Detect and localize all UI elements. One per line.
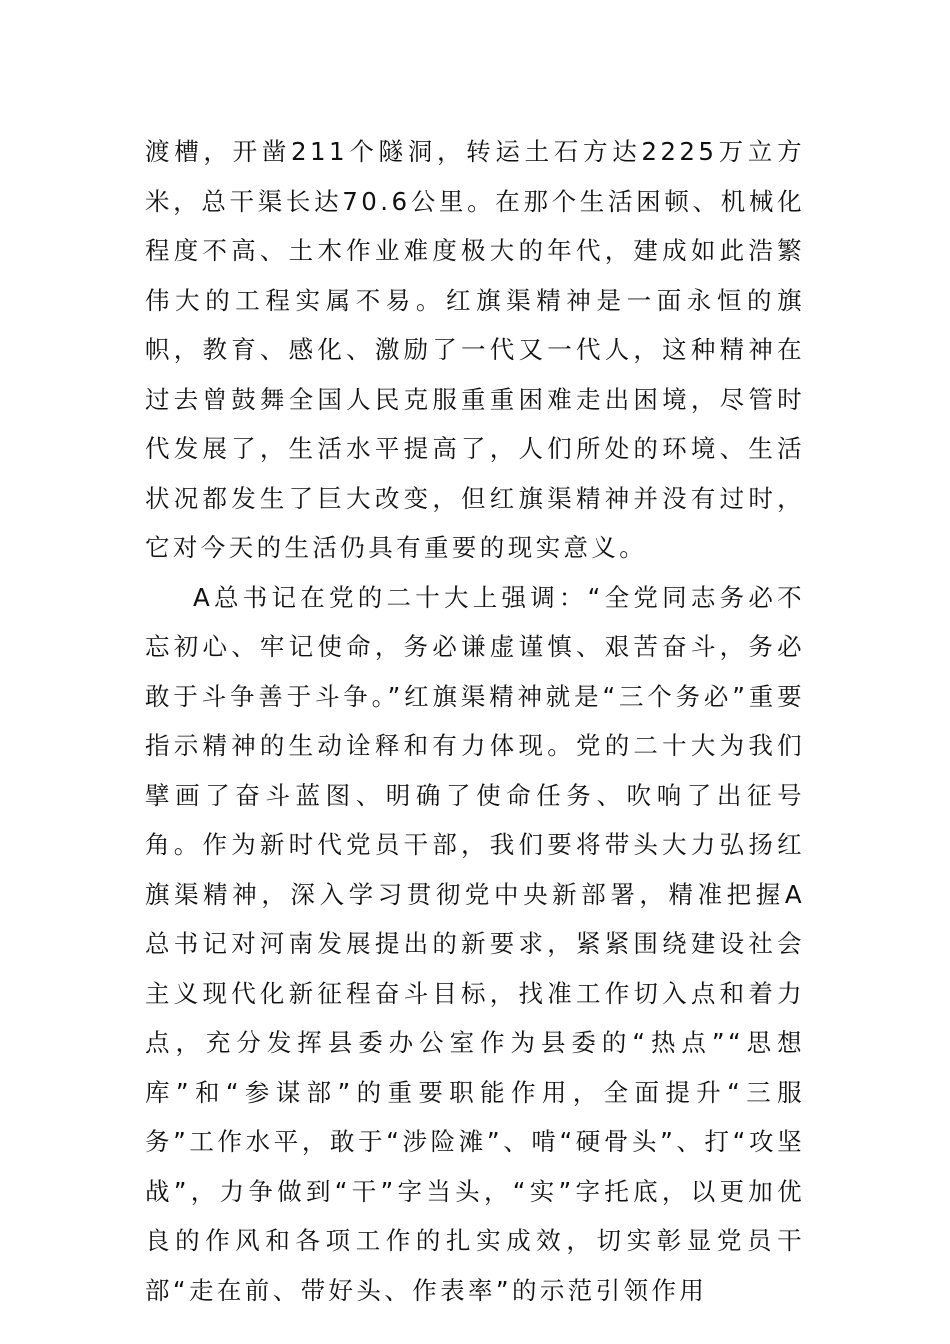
body-text [145, 127, 805, 1315]
paragraph-1: 渡槽，开凿211个隧洞，转运土石方达2225万立方米，总干渠长达70.6公里。在那个生活困顿、机械化程度不高、土木作业难度极大的年代，建成如此浩繁伟大的工程实属不易。红旗渠精神是一面永恒的旗帜，教育、感化、激励了一代又一代人，这种精神在过去曾鼓舞全国人民克服重重困难走出困境，尽管时代发展了，生活水平提高了，人们所处的环境、生活状况都发生了巨大改变，但红旗渠精神并没有过时，它对今天的生活仍具有重要的现实意义。 [145, 137, 805, 562]
paragraph-2: A总书记在党的二十大上强调：“全党同志务必不忘初心、牢记使命，务必谦虚谨慎、艰苦奋斗，务必敢于斗争善于斗争。”红旗渠精神就是“三个务必”重要指示精神的生动诠释和有力体现。党的二十大为我们擘画了奋斗蓝图、明确了使命任务、吹响了出征号角。作为新时代党员干部，我们要将带头大力弘扬红旗渠精神，深入学习贯彻党中央新部署，精准把握A总书记对河南发展提出的新要求，紧紧围绕建设社会主义现代化新征程奋斗目标，找准工作切入点和着力点，充分发挥县委办公室作为县委的“热点”“思想库”和“参谋部”的重要职能作用，全面提升“三服务”工作水平，敢于“涉险滩”、啃“硬骨头”、打“攻坚战”，力争做到“干”字当头，“实”字托底，以更加优良的作风和各项工作的扎实成效，切实彰显党员干部“走在前、带好头、作表率”的示范引领作用 [145, 582, 805, 1305]
